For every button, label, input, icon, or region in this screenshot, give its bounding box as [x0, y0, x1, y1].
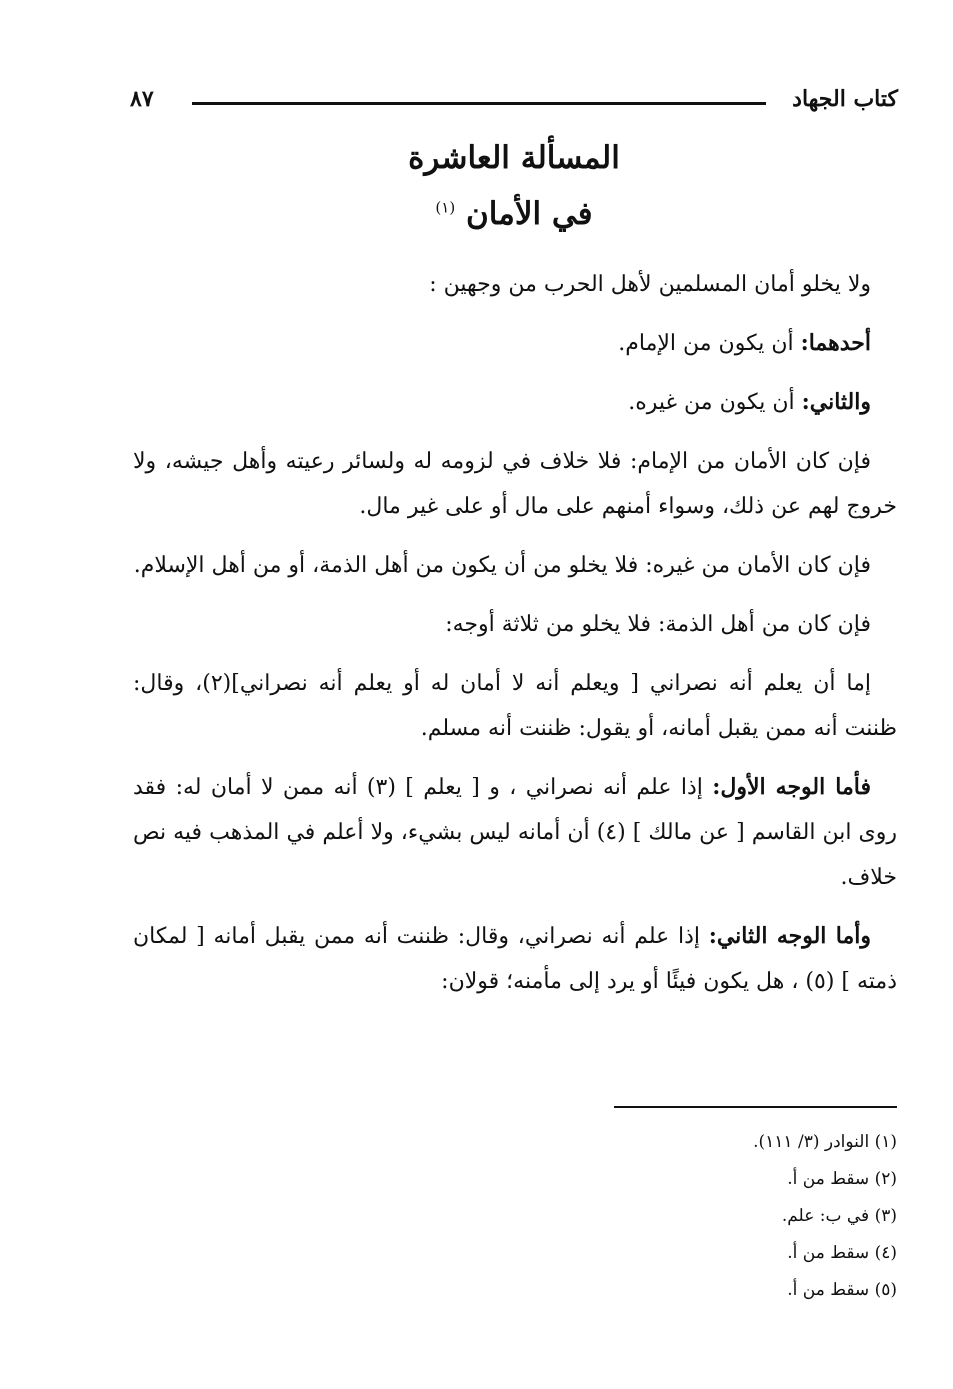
paragraph-text: إما أن يعلم أنه نصراني [ ويعلم أنه لا أمان له أو يعلم أنه نصراني](٢)، وقال: ظننت أنه ممن يقبل أمانه، أو يقول: ظننت أنه مسلم. [133, 671, 897, 741]
paragraph [133, 380, 897, 425]
paragraph [133, 661, 897, 751]
paragraph-text: إذا علم أنه نصراني ، و [ يعلم ] (٣) أنه ممن لا أمان له: فقد روى ابن القاسم [ عن مالك ] (٤) أن أمانه ليس بشيء، ولا أعلم في المذهب فيه نص خلاف. [133, 775, 897, 890]
body-text [133, 262, 897, 1018]
footnote-rule [614, 1106, 897, 1108]
section-title-text: المسألة العاشرة [408, 140, 620, 176]
paragraph [133, 262, 897, 307]
paragraph-lead: أحدهما: [800, 330, 871, 356]
paragraph-text: فإن كان الأمان من غيره: فلا يخلو من أن يكون من أهل الذمة، أو من أهل الإسلام. [133, 553, 871, 578]
header-rule [192, 102, 766, 105]
page-number: ٨٧ [130, 86, 154, 112]
paragraph-lead: فأما الوجه الأول: [712, 774, 871, 800]
footnote: (٢) سقط من أ. [787, 1169, 897, 1189]
footnote: (٣) في ب: علم. [781, 1206, 897, 1226]
paragraph [133, 602, 897, 647]
section-subtitle [130, 196, 898, 232]
footnote-ref: (١) [435, 198, 456, 217]
footnote: (٥) سقط من أ. [787, 1280, 897, 1300]
footnote: (٤) سقط من أ. [787, 1243, 897, 1263]
paragraph-text: فإن كان من أهل الذمة: فلا يخلو من ثلاثة أوجه: [445, 612, 871, 637]
paragraph [133, 321, 897, 366]
footnotes [497, 1124, 897, 1309]
section-title [130, 140, 898, 176]
paragraph-text: أن يكون من الإمام. [618, 331, 801, 356]
paragraph-lead: والثاني: [801, 389, 871, 415]
page-header [130, 80, 898, 120]
paragraph-lead: وأما الوجه الثاني: [708, 923, 872, 949]
paragraph-text: فإن كان الأمان من الإمام: فلا خلاف في لزومه له ولسائر رعيته وأهل جيشه، ولا خروج لهم عن ذلك، وسواء أمنهم على مال أو على غير مال. [133, 449, 897, 519]
footnote: (١) النوادر (٣/ ١١١). [753, 1132, 897, 1152]
running-title: كتاب الجهاد [792, 86, 898, 112]
paragraph-text: أن يكون من غيره. [628, 390, 802, 415]
paragraph [133, 543, 897, 588]
paragraph-text: إذا علم أنه نصراني، وقال: ظننت أنه ممن يقبل أمانه [ لمكان ذمته ] (٥) ، هل يكون فيئًا أو يرد إلى مأمنه؛ قولان: [133, 924, 897, 994]
paragraph-text: ولا يخلو أمان المسلمين لأهل الحرب من وجهين : [429, 272, 871, 297]
paragraph [133, 439, 897, 529]
paragraph [133, 765, 897, 900]
paragraph [133, 914, 897, 1004]
section-subtitle-text: في الأمان [466, 196, 593, 232]
